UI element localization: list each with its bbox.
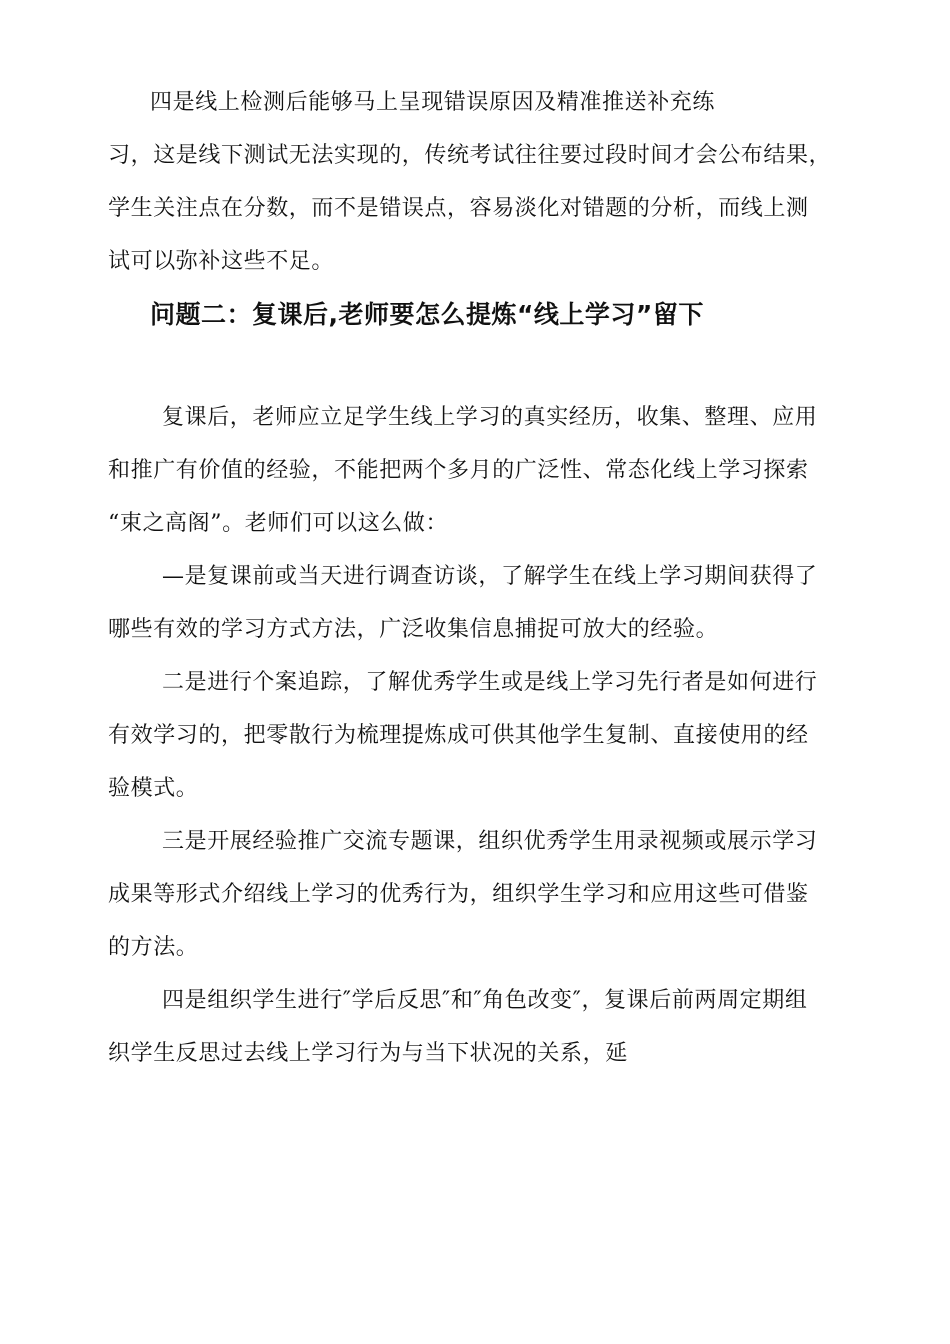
- paragraph-line: “束之高阁”。老师们可以这么做：: [108, 511, 449, 536]
- paragraph-line: 三是开展经验推广交流专题课，组织优秀学生用录视频或展示学习: [162, 829, 818, 854]
- section-heading: 问题二：复课后,老师要怎么提炼“线上学习”留下: [150, 300, 704, 329]
- paragraph-line: 哪些有效的学习方式方法，广泛收集信息捕捉可放大的经验。: [108, 617, 719, 642]
- paragraph-line: 试可以弥补这些不足。: [108, 249, 335, 274]
- paragraph-line: —是复课前或当天进行调查访谈，了解学生在线上学习期间获得了: [162, 564, 818, 589]
- paragraph-line: 二是进行个案追踪，了解优秀学生或是线上学习先行者是如何进行: [162, 670, 818, 695]
- paragraph-line: 习，这是线下测试无法实现的，传统考试往往要过段时间才会公布结果，: [108, 143, 832, 168]
- paragraph-line: 学生关注点在分数，而不是错误点，容易淡化对错题的分析，而线上测: [108, 196, 809, 221]
- paragraph-line: 验模式。: [108, 776, 199, 801]
- paragraph-line: 和推广有价值的经验，不能把两个多月的广泛性、常态化线上学习探索: [108, 458, 809, 483]
- paragraph-line: 复课后，老师应立足学生线上学习的真实经历，收集、整理、应用: [162, 405, 818, 430]
- paragraph-line: 成果等形式介绍线上学习的优秀行为，组织学生学习和应用这些可借鉴: [108, 882, 809, 907]
- paragraph-line: 四是线上检测后能够马上呈现错误原因及精准推送补充练: [150, 90, 716, 115]
- paragraph-line: 织学生反思过去线上学习行为与当下状况的关系，延: [108, 1041, 628, 1066]
- paragraph-line: 有效学习的，把零散行为梳理提炼成可供其他学生复制、直接使用的经: [108, 723, 809, 748]
- paragraph-line: 四是组织学生进行″学后反思″和″角色改变″，复课后前两周定期组: [162, 988, 808, 1013]
- paragraph-line: 的方法。: [108, 935, 199, 960]
